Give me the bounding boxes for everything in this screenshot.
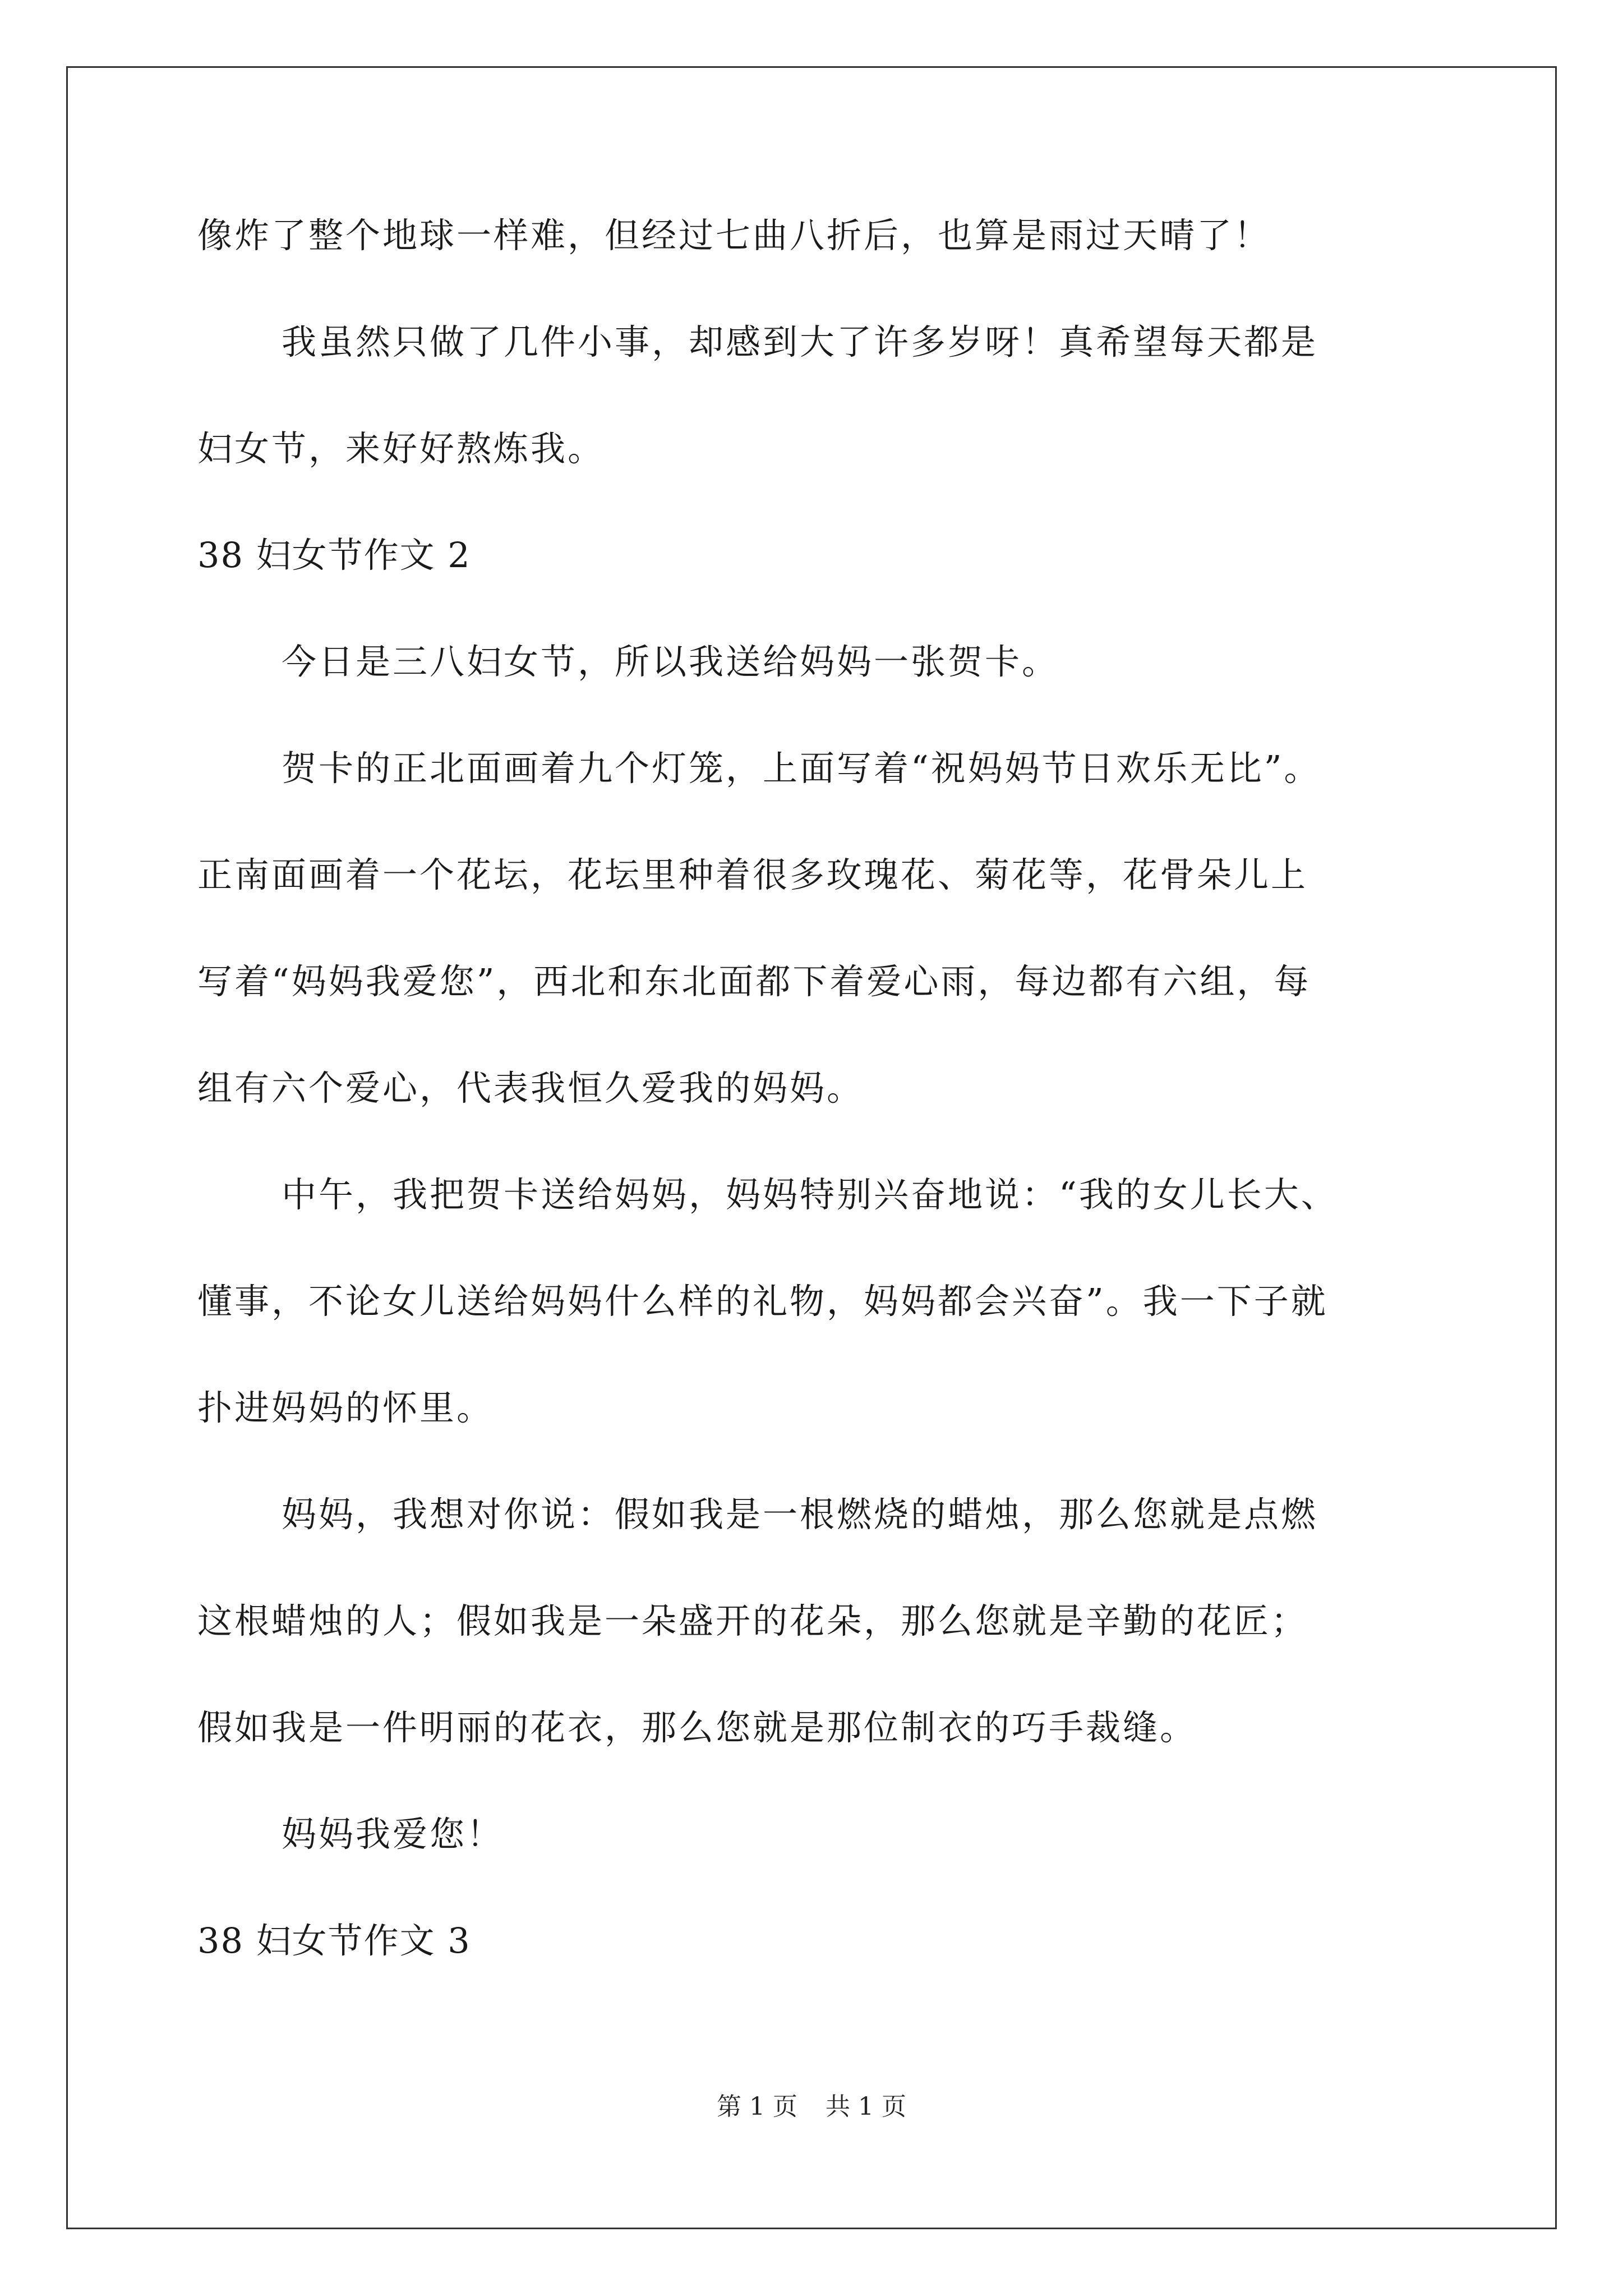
- page-number: 第 1 页: [717, 2092, 797, 2121]
- paragraph-line: 懂事，不论女儿送给妈妈什么样的礼物，妈妈都会兴奋”。我一下子就: [197, 1281, 1328, 1322]
- section-heading: 38 妇女节作文 3: [197, 1920, 471, 1961]
- paragraph-line: 妈妈我爱您！: [282, 1814, 504, 1855]
- paragraph-line: 假如我是一件明丽的花衣，那么您就是那位制衣的巧手裁缝。: [197, 1707, 1197, 1748]
- paragraph-line: 中午，我把贺卡送给妈妈，妈妈特别兴奋地说：“我的女儿长大、: [282, 1174, 1338, 1215]
- paragraph-line: 扑进妈妈的怀里。: [197, 1387, 494, 1428]
- paragraph-line: 妈妈，我想对你说：假如我是一根燃烧的蜡烛，那么您就是点燃: [282, 1494, 1318, 1535]
- paragraph-line: 组有六个爱心，代表我恒久爱我的妈妈。: [197, 1068, 864, 1108]
- paragraph-line: 妇女节，来好好熬炼我。: [197, 428, 605, 469]
- paragraph-line: 今日是三八妇女节，所以我送给妈妈一张贺卡。: [282, 641, 1059, 682]
- paragraph-line: 这根蜡烛的人；假如我是一朵盛开的花朵，那么您就是辛勤的花匠；: [197, 1600, 1308, 1641]
- paragraph-line: 贺卡的正北面画着九个灯笼，上面写着“祝妈妈节日欢乐无比”。: [282, 748, 1321, 789]
- page-footer: [0, 2091, 1623, 2123]
- paragraph-line: 写着“妈妈我爱您”，西北和东北面都下着爱心雨，每边都有六组，每: [197, 961, 1311, 1002]
- paragraph-line: 正南面画着一个花坛，花坛里种着很多玫瑰花、菊花等，花骨朵儿上: [197, 854, 1308, 895]
- section-heading: 38 妇女节作文 2: [197, 535, 471, 576]
- page-total: 共 1 页: [826, 2092, 906, 2121]
- document-body: [197, 213, 1465, 2025]
- paragraph-line: 我虽然只做了几件小事，却感到大了许多岁呀！真希望每天都是: [282, 321, 1318, 362]
- paragraph-line: 像炸了整个地球一样难，但经过七曲八折后，也算是雨过天晴了！: [197, 215, 1271, 256]
